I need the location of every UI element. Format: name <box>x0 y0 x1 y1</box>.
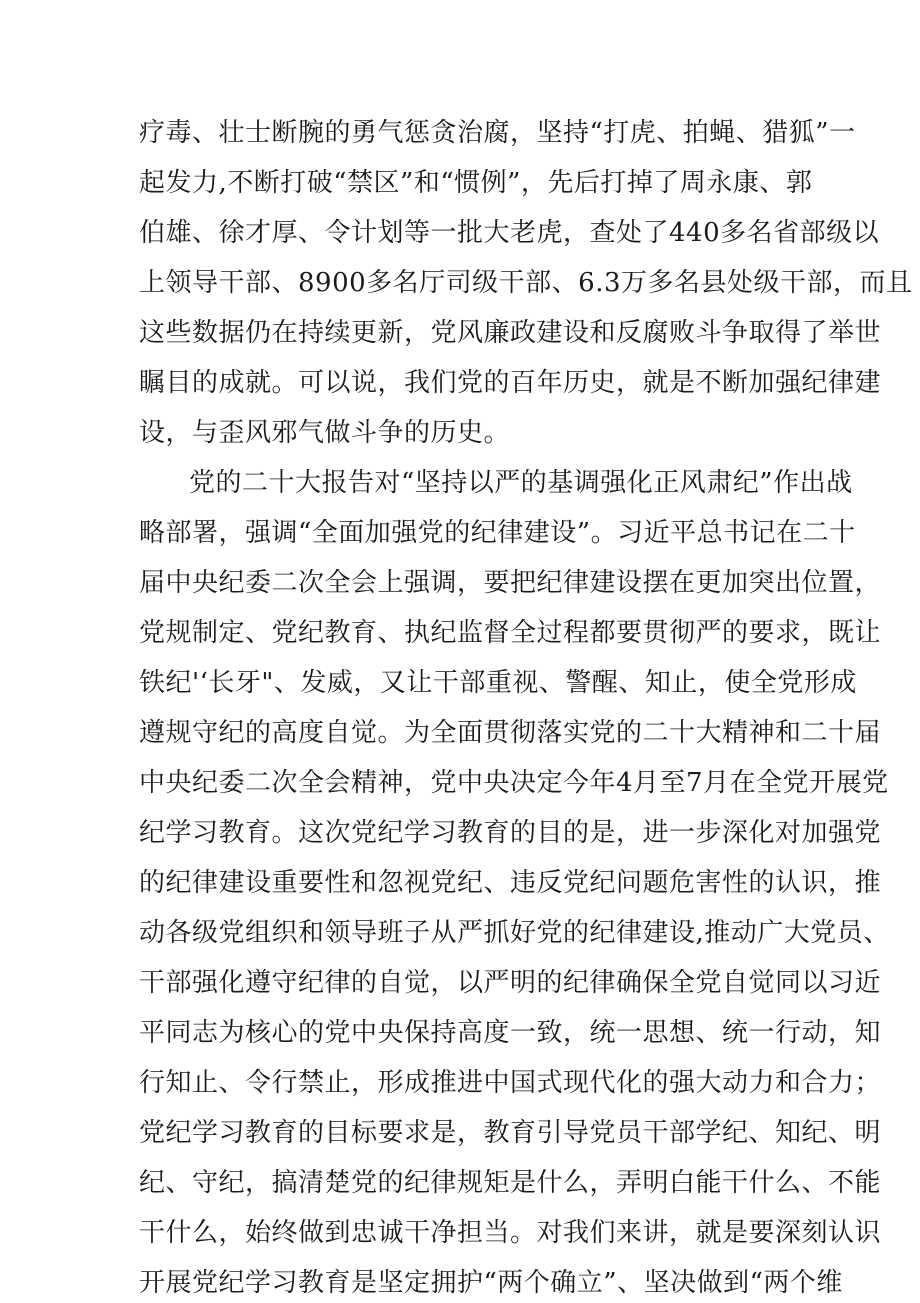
text-line: 这些数据仍在持续更新，党风廉政建设和反腐败斗争取得了举世 <box>139 318 882 348</box>
text-line: 党的二十大报告对“坚持以严的基调强化正风肃纪”作出战 <box>189 468 853 498</box>
text-line: 起发力,不断打破“禁区”和“惯例”，先后打掉了周永康、郭 <box>139 168 813 198</box>
text-line: 遵规守纪的高度自觉。为全面贯彻落实党的二十大精神和二十届 <box>139 718 882 748</box>
text-line: 纪学习教育。这次党纪学习教育的目的是，进一步深化对加强党 <box>139 818 882 848</box>
text-line: 疗毒、壮士断腕的勇气惩贪治腐，坚持“打虎、拍蝇、猎狐”一 <box>139 118 856 148</box>
text-line: 平同志为核心的党中央保持高度一致，统一思想、统一行动，知 <box>139 1018 882 1048</box>
text-line: 中央纪委二次全会精神，党中央决定今年4月至7月在全党开展党 <box>139 768 889 798</box>
text-line: 略部署，强调“全面加强党的纪律建设”。习近平总书记在二十 <box>139 518 856 548</box>
text-line: 的纪律建设重要性和忽视党纪、违反党纪问题危害性的认识，推 <box>139 868 882 898</box>
text-line: 党纪学习教育的目标要求是，教育引导党员干部学纪、知纪、明 <box>139 1118 882 1148</box>
text-line: 动各级党组织和领导班子从严抓好党的纪律建设,推动广大党员、 <box>139 918 890 948</box>
text-line: 届中央纪委二次全会上强调，要把纪律建设摆在更加突出位置， <box>139 568 882 598</box>
text-line: 伯雄、徐才厚、令计划等一批大老虎，查处了440多名省部级以 <box>139 218 880 248</box>
text-line: 行知止、令行禁止，形成推进中国式现代化的强大动力和合力； <box>139 1068 882 1098</box>
text-line: 纪、守纪，搞清楚党的纪律规矩是什么，弄明白能干什么、不能 <box>139 1168 882 1198</box>
text-line: 干部强化遵守纪律的自觉，以严明的纪律确保全党自觉同以习近 <box>139 968 882 998</box>
text-line: 干什么，始终做到忠诚干净担当。对我们来讲，就是要深刻认识 <box>139 1218 882 1248</box>
text-line: 设，与歪风邪气做斗争的历史。 <box>139 418 511 448</box>
text-line: 上领导干部、8900多名厅司级干部、6.3万多名县处级干部，而且 <box>139 268 913 298</box>
text-line: 党规制定、党纪教育、执纪监督全过程都要贯彻严的要求，既让 <box>139 618 882 648</box>
text-line: 铁纪'‘长牙"、发威，又让干部重视、警醒、知止，使全党形成 <box>139 668 857 698</box>
text-line: 瞩目的成就。可以说，我们党的百年历史，就是不断加强纪律建 <box>139 368 882 398</box>
text-line: 开展党纪学习教育是坚定拥护“两个确立”、坚决做到“两个维 <box>139 1268 843 1298</box>
